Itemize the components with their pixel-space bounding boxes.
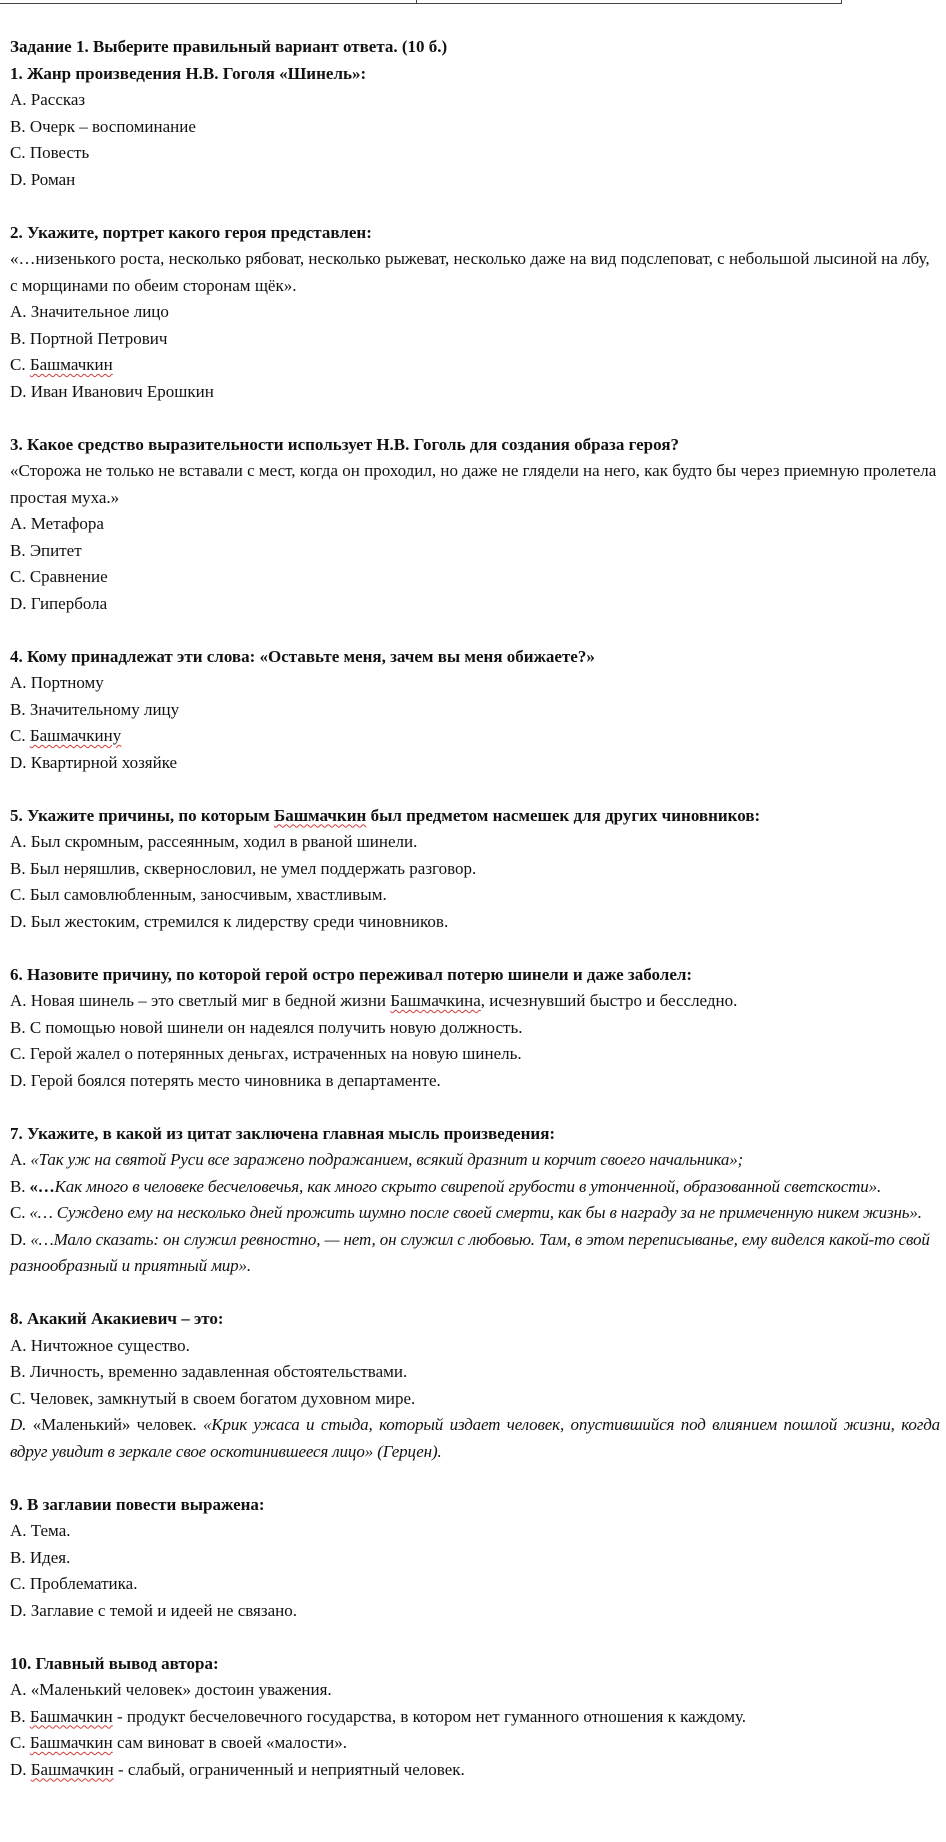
q7-option-a bbox=[10, 1147, 940, 1174]
question-7: 7. Укажите, в какой из цитат заключена главная мысль произведения: bbox=[10, 1123, 556, 1143]
question-4: 4. Кому принадлежат эти слова: «Оставьте меня, зачем вы меня обижаете?» bbox=[10, 646, 595, 666]
q7-option-b-lead: «… bbox=[29, 1176, 55, 1196]
q10-option-b bbox=[10, 1704, 940, 1731]
q6-option-b: B. С помощью новой шинели он надеялся получить новую должность. bbox=[10, 1017, 523, 1037]
q10-option-c-text: сам виноват в своей «малости». bbox=[112, 1733, 348, 1752]
q8-option-a: A. Ничтожное существо. bbox=[10, 1335, 190, 1355]
q3-option-d: D. Гипербола bbox=[10, 593, 108, 613]
question-2: 2. Укажите, портрет какого героя представлен: bbox=[10, 222, 372, 242]
q6-option-d: D. Герой боялся потерять место чиновника в департаменте. bbox=[10, 1070, 441, 1090]
q6-option-a-name: Башмачкина bbox=[390, 991, 481, 1010]
q6-option-a-end: , исчезнувший быстро и бесследно. bbox=[480, 991, 738, 1010]
q2-option-d: D. Иван Иванович Ерошкин bbox=[10, 381, 214, 401]
q1-option-d: D. Роман bbox=[10, 169, 76, 189]
q6-option-a bbox=[10, 988, 940, 1015]
q8-option-b: B. Личность, временно задавленная обстоятельствами. bbox=[10, 1362, 408, 1381]
q2-option-c bbox=[10, 352, 940, 379]
q4-option-d: D. Квартирной хозяйке bbox=[10, 752, 178, 772]
q8-option-d-letter: D. bbox=[10, 1415, 27, 1434]
q8-option-d-plain: «Маленький» человек. bbox=[26, 1415, 204, 1434]
q1-option-a: A. Рассказ bbox=[10, 90, 86, 109]
q3-quote: «Сторожа не только не вставали с мест, когда он проходил, но даже не глядели на него, как будто бы через приемную пролетела простая муха.» bbox=[10, 461, 937, 507]
q10-option-b-text: - продукт бесчеловечного государства, в котором нет гуманного отношения к каждому. bbox=[112, 1706, 747, 1726]
q5-name: Башмачкин bbox=[273, 805, 367, 825]
q5-option-a: A. Был скромным, рассеянным, ходил в рваной шинели. bbox=[10, 832, 418, 851]
question-1: 1. Жанр произведения Н.В. Гоголя «Шинель»: bbox=[10, 63, 367, 83]
q3-option-c: C. Сравнение bbox=[10, 567, 108, 586]
q3-option-b: B. Эпитет bbox=[10, 540, 82, 560]
header-table-fragment bbox=[0, 0, 842, 4]
q9-option-c: C. Проблематика. bbox=[10, 1574, 138, 1593]
q2-option-a: A. Значительное лицо bbox=[10, 302, 169, 321]
q7-option-b-letter: B. bbox=[10, 1176, 30, 1196]
q8-option-d bbox=[10, 1412, 940, 1465]
q10-option-d bbox=[10, 1757, 940, 1784]
q10-option-b-letter: B. bbox=[10, 1706, 30, 1726]
q6-option-a-start: A. Новая шинель – это светлый миг в бедной жизни bbox=[10, 991, 391, 1010]
question-6: 6. Назовите причину, по которой герой остро переживал потерю шинели и даже заболел: bbox=[10, 964, 693, 984]
q7-option-a-letter: A. bbox=[10, 1150, 31, 1169]
q10-option-d-text: - слабый, ограниченный и неприятный человек. bbox=[113, 1759, 465, 1779]
q9-option-b: B. Идея. bbox=[10, 1547, 71, 1567]
q7-option-b-text: Как много в человеке бесчеловечья, как много скрыто свирепой грубости в утонченной, образованной светскости». bbox=[54, 1176, 882, 1196]
q7-option-d-letter: D. bbox=[10, 1229, 31, 1249]
q2-option-b: B. Портной Петрович bbox=[10, 328, 168, 348]
q9-option-a: A. Тема. bbox=[10, 1521, 71, 1540]
task-title: Задание 1. Выберите правильный вариант ответа. (10 б.) bbox=[10, 37, 448, 56]
q7-option-d bbox=[10, 1227, 940, 1280]
question-5 bbox=[10, 803, 940, 830]
q7-option-c-text: «… Суждено ему на несколько дней прожить шумно после своей смерти, как бы в награду за не примеченную никем жизнь». bbox=[29, 1203, 922, 1222]
q10-option-c bbox=[10, 1730, 940, 1757]
q5-text-start: 5. Укажите причины, по которым bbox=[10, 805, 274, 825]
q4-option-b: B. Значительному лицу bbox=[10, 699, 180, 719]
q5-option-c: C. Был самовлюбленным, заносчивым, хвастливым. bbox=[10, 885, 387, 904]
spellcheck-name: Башмачкину bbox=[29, 726, 122, 745]
q10-option-d-letter: D. bbox=[10, 1759, 31, 1779]
worksheet bbox=[10, 34, 940, 1783]
q8-option-d-quote: «Крик ужаса и стыда, который издает человек, опустившийся под влиянием пошлой жизни, когда вдруг увидит в зеркале свое оскотинившееся лицо» (Герцен). bbox=[10, 1415, 941, 1461]
question-3: 3. Какое средство выразительности использует Н.В. Гоголь для создания образа героя? bbox=[10, 434, 680, 454]
q1-option-b: B. Очерк – воспоминание bbox=[10, 116, 196, 136]
q5-option-b: B. Был неряшлив, сквернословил, не умел поддержать разговор. bbox=[10, 858, 477, 878]
q10-option-b-name: Башмачкин bbox=[29, 1706, 113, 1726]
table-divider bbox=[416, 0, 417, 3]
q5-text-end: был предметом насмешек для других чиновников: bbox=[366, 805, 761, 825]
q10-option-c-letter: C. bbox=[10, 1733, 30, 1752]
q2-option-c-text: C. Башмачкин bbox=[10, 355, 113, 374]
q7-option-d-text: «…Мало сказать: он служил ревностно, — нет, он служил с любовью. Там, в этом переписыванье, ему виделся какой-то свой разнообразный и приятный мир». bbox=[10, 1229, 930, 1275]
question-10: 10. Главный вывод автора: bbox=[10, 1653, 219, 1673]
q2-quote: «…низенького роста, несколько рябоват, несколько рыжеват, несколько даже на вид подслеповат, с небольшой лысиной на лбу, с морщинами по обеим сторонам щёк». bbox=[10, 249, 930, 295]
q4-option-a: A. Портному bbox=[10, 673, 104, 692]
q10-option-c-name: Башмачкин bbox=[29, 1733, 113, 1752]
q9-option-d: D. Заглавие с темой и идеей не связано. bbox=[10, 1600, 297, 1620]
q7-option-a-text: «Так уж на святой Руси все заражено подражанием, всякий дразнит и корчит своего начальника»; bbox=[30, 1150, 744, 1169]
q5-option-d: D. Был жестоким, стремился к лидерству среди чиновников. bbox=[10, 911, 449, 931]
q7-option-c-letter: C. bbox=[10, 1203, 30, 1222]
q10-option-a: A. «Маленький человек» достоин уважения. bbox=[10, 1680, 332, 1699]
question-8: 8. Акакий Акакиевич – это: bbox=[10, 1309, 224, 1328]
q6-option-c: C. Герой жалел о потерянных деньгах, истраченных на новую шинель. bbox=[10, 1044, 522, 1063]
spellcheck-name: Башмачкин bbox=[29, 355, 113, 374]
q1-option-c: C. Повесть bbox=[10, 143, 90, 162]
question-9: 9. В заглавии повести выражена: bbox=[10, 1494, 265, 1514]
q4-option-c: C. Башмачкину bbox=[10, 726, 122, 745]
q10-option-d-name: Башмачкин bbox=[30, 1759, 114, 1779]
q7-option-b bbox=[10, 1174, 940, 1201]
q7-option-c bbox=[10, 1200, 940, 1227]
q8-option-c: C. Человек, замкнутый в своем богатом духовном мире. bbox=[10, 1388, 416, 1408]
q3-option-a: A. Метафора bbox=[10, 514, 104, 533]
